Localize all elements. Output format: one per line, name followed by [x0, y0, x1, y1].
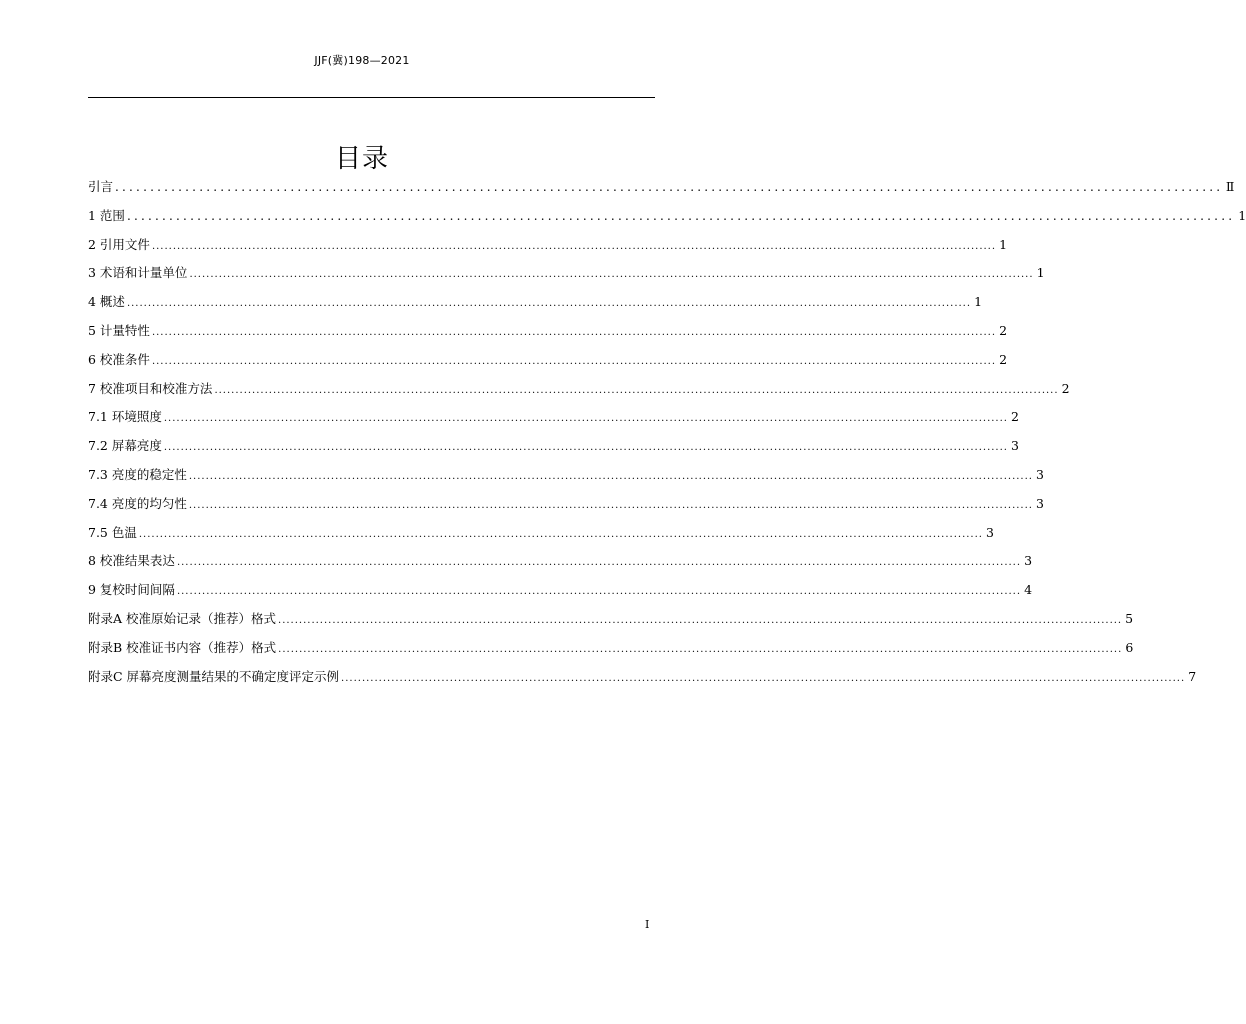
- toc-entry-page: 6: [1125, 639, 1134, 655]
- toc-entry-label: 7.5 色温: [88, 524, 137, 540]
- toc-entry-label: 附录A 校准原始记录（推荐）格式: [88, 610, 277, 626]
- toc-entry-label: 附录B 校准证书内容（推荐）格式: [88, 639, 277, 655]
- toc-entry-page: 3: [1011, 438, 1019, 454]
- toc-entry[interactable]: [88, 317, 1008, 346]
- toc-entry-page: 5: [1125, 610, 1134, 626]
- toc-dot-leader: ..........................................................................................................................................................................................................: [126, 298, 972, 310]
- toc-dot-leader: ..........................................................................................................................................................................................................: [214, 384, 1059, 396]
- toc-entry-label: 引言: [88, 179, 114, 194]
- toc-entry[interactable]: [88, 173, 1235, 202]
- document-header-code: JJF(冀)198—2021: [314, 54, 410, 67]
- toc-entry-page: 2: [999, 351, 1008, 367]
- page-number: I: [645, 918, 650, 931]
- toc-entry-page: 1: [974, 294, 983, 310]
- toc-entry-label: 6 校准条件: [88, 351, 150, 367]
- toc-entry-page: 3: [1024, 553, 1033, 569]
- header-divider: [88, 97, 655, 98]
- toc-entry-label: 3 术语和计量单位: [88, 265, 188, 281]
- toc-dot-leader: ..........................................................................................................................................................................................................: [151, 355, 997, 367]
- toc-entry-label: 8 校准结果表达: [88, 553, 175, 569]
- toc-entry[interactable]: [88, 576, 1033, 605]
- toc-entry-label: 7.1 环境照度: [88, 409, 162, 425]
- toc-entry[interactable]: [88, 403, 1019, 432]
- toc-dot-leader: ..........................................................................................................................................................................................................: [163, 442, 1008, 454]
- toc-entry[interactable]: [88, 375, 1070, 404]
- toc-entry[interactable]: [88, 346, 1008, 375]
- toc-entry-label: 1 范围: [88, 207, 125, 223]
- toc-entry-label: 7.3 亮度的稳定性: [88, 466, 187, 482]
- toc-entry-label: 附录C 屏幕亮度测量结果的不确定度评定示例: [88, 668, 340, 684]
- toc-dot-leader: ..........................................................................................................................................................................................................: [188, 499, 1033, 511]
- toc-entry-page: 1: [999, 236, 1008, 252]
- toc-entry-page: 1: [1036, 265, 1045, 281]
- toc-entry-page: 3: [1036, 466, 1044, 482]
- table-of-contents: [88, 173, 1246, 691]
- toc-entry-page: 2: [999, 322, 1008, 338]
- toc-entry[interactable]: [88, 490, 1044, 519]
- toc-dot-leader: ..........................................................................................................................................................................................................: [151, 326, 997, 338]
- toc-entry-page: 4: [1024, 582, 1033, 598]
- toc-entry[interactable]: [88, 663, 1197, 692]
- toc-dot-leader: ..............................................................................................................................................................: [126, 208, 1236, 223]
- toc-dot-leader: ..........................................................................................................................................................................................................: [189, 269, 1034, 281]
- toc-entry[interactable]: [88, 231, 1008, 260]
- toc-dot-leader: ..........................................................................................................................................................................................................: [278, 643, 1123, 655]
- toc-entry-label: 5 计量特性: [88, 322, 150, 338]
- toc-entry-page: 2: [1011, 409, 1019, 425]
- toc-entry-page: 2: [1061, 380, 1070, 396]
- toc-entry[interactable]: [88, 288, 983, 317]
- toc-dot-leader: ..........................................................................................................................................................................................................: [176, 586, 1022, 598]
- toc-entry[interactable]: [88, 605, 1134, 634]
- toc-dot-leader: ..........................................................................................................................................................................................................: [278, 614, 1123, 626]
- toc-entry-page: Ⅱ: [1225, 179, 1235, 194]
- toc-dot-leader: ..............................................................................................................................................................: [115, 180, 1224, 194]
- toc-entry-label: 9 复校时间间隔: [88, 582, 175, 598]
- toc-dot-leader: ..........................................................................................................................................................................................................: [341, 672, 1186, 684]
- toc-entry[interactable]: [88, 259, 1045, 288]
- toc-entry-label: 7.2 屏幕亮度: [88, 438, 162, 454]
- toc-entry-label: 4 概述: [88, 294, 125, 310]
- toc-entry-label: 7 校准项目和校准方法: [88, 380, 213, 396]
- toc-dot-leader: ..........................................................................................................................................................................................................: [138, 528, 983, 540]
- toc-entry-label: 2 引用文件: [88, 236, 150, 252]
- toc-dot-leader: ..........................................................................................................................................................................................................: [188, 470, 1033, 482]
- toc-dot-leader: ..........................................................................................................................................................................................................: [151, 240, 997, 252]
- toc-entry[interactable]: [88, 461, 1044, 490]
- toc-entry-page: 3: [1036, 495, 1044, 511]
- toc-entry-page: 7: [1188, 668, 1197, 684]
- toc-entry[interactable]: [88, 519, 994, 548]
- toc-dot-leader: ..........................................................................................................................................................................................................: [163, 413, 1008, 425]
- toc-entry[interactable]: [88, 432, 1019, 461]
- toc-entry[interactable]: [88, 547, 1033, 576]
- page-title: 目录: [334, 144, 389, 174]
- toc-entry[interactable]: [88, 634, 1134, 663]
- toc-entry-label: 7.4 亮度的均匀性: [88, 495, 187, 511]
- toc-dot-leader: ..........................................................................................................................................................................................................: [176, 557, 1022, 569]
- toc-entry-page: 3: [986, 524, 994, 540]
- toc-entry[interactable]: [88, 202, 1246, 231]
- toc-entry-page: 1: [1238, 207, 1246, 223]
